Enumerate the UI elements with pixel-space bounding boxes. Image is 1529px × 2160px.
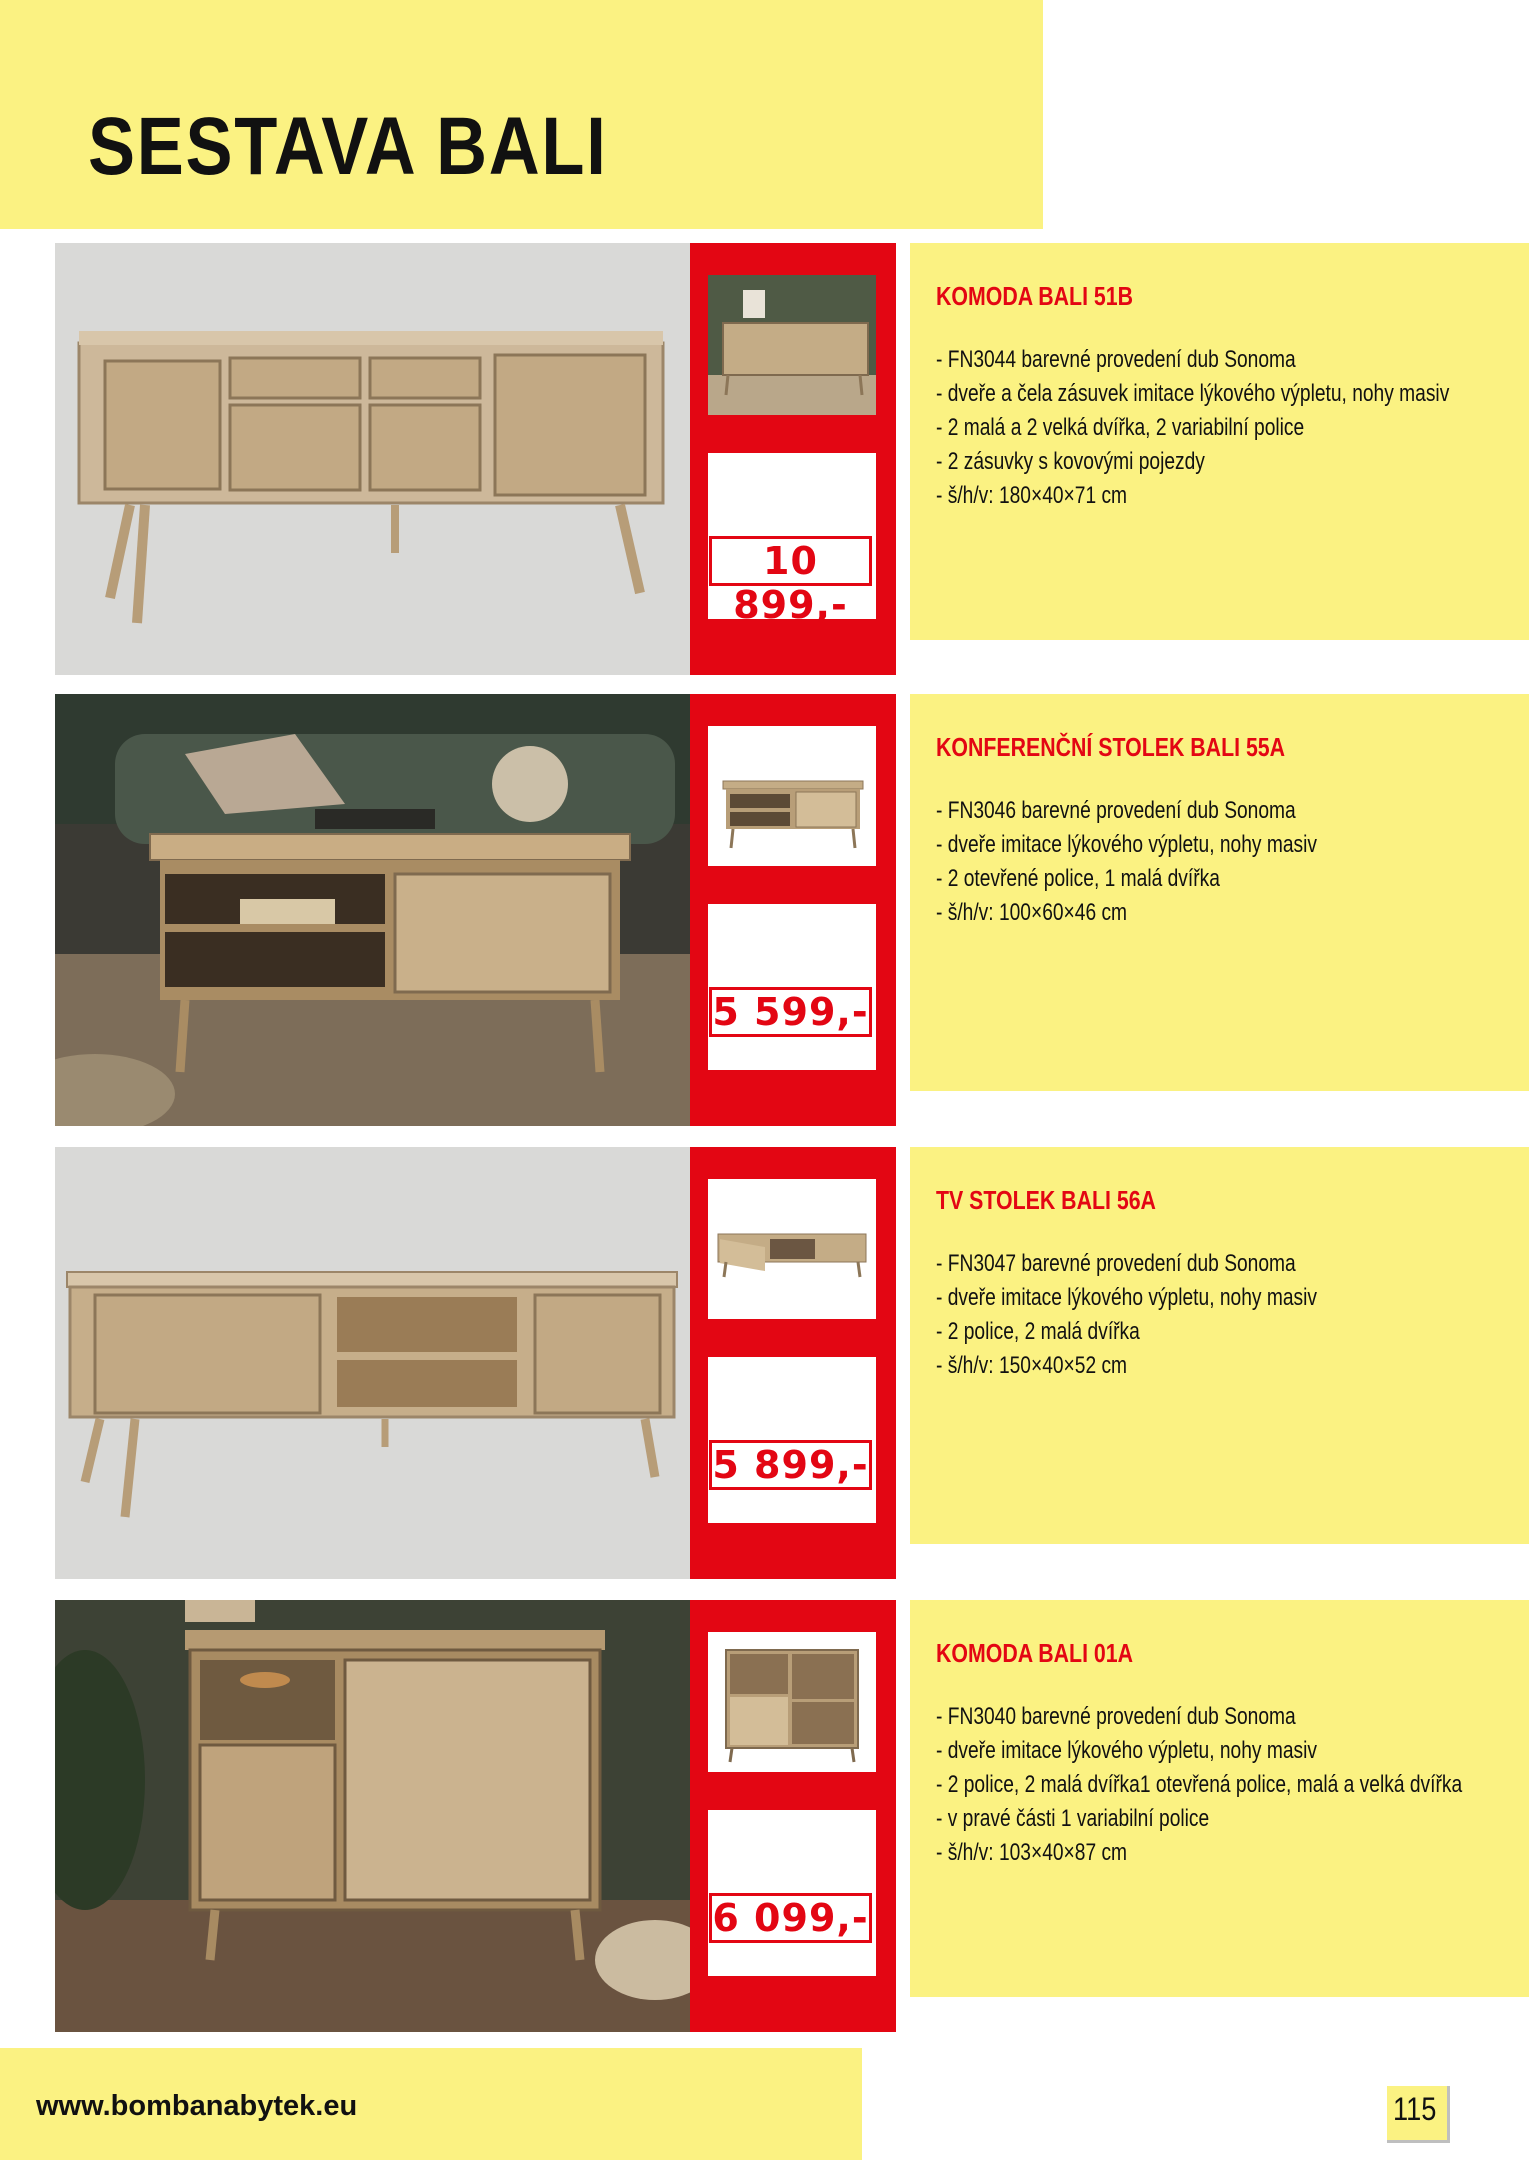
feature-item: - 2 zásuvky s kovovými pojezdy <box>936 448 1205 475</box>
product-info-panel <box>910 243 1529 640</box>
product-photo <box>55 1147 691 1579</box>
feature-item: - 2 otevřené police, 1 malá dvířka <box>936 865 1220 892</box>
feature-item: - FN3040 barevné provedení dub Sonoma <box>936 1703 1296 1730</box>
feature-item: - dveře imitace lýkového výpletu, nohy masiv <box>936 831 1317 858</box>
feature-list <box>936 1700 1529 1870</box>
feature-item: - 2 malá a 2 velká dvířka, 2 variabilní police <box>936 414 1305 441</box>
product-thumbnail <box>708 1179 876 1319</box>
feature-item: - š/h/v: 100×60×46 cm <box>936 899 1128 926</box>
product-thumbnail <box>708 275 876 415</box>
product-photo <box>55 243 691 675</box>
price-tag: 5 899,- <box>709 1440 872 1490</box>
product-info-panel <box>910 1147 1529 1544</box>
feature-item: - š/h/v: 150×40×52 cm <box>936 1352 1128 1379</box>
feature-item: - š/h/v: 103×40×87 cm <box>936 1839 1128 1866</box>
product-name: KOMODA BALI 51B <box>936 281 1134 311</box>
feature-item: - FN3044 barevné provedení dub Sonoma <box>936 346 1296 373</box>
footer-website-link[interactable]: www.bombanabytek.eu <box>36 2090 358 2122</box>
feature-item: - dveře imitace lýkového výpletu, nohy masiv <box>936 1737 1317 1764</box>
feature-item: - FN3047 barevné provedení dub Sonoma <box>936 1250 1296 1277</box>
feature-item: - 2 police, 2 malá dvířka <box>936 1318 1140 1345</box>
product-info-panel <box>910 1600 1529 1997</box>
feature-list <box>936 343 1529 513</box>
page-title: SESTAVA BALI <box>88 101 608 192</box>
product-info-panel <box>910 694 1529 1091</box>
price-tag: 5 599,- <box>709 987 872 1037</box>
product-photo <box>55 1600 691 2032</box>
page-number: 115 <box>1393 2091 1437 2127</box>
feature-item: - dveře imitace lýkového výpletu, nohy masiv <box>936 1284 1317 1311</box>
price-tag: 6 099,- <box>709 1893 872 1943</box>
product-thumbnail <box>708 1632 876 1772</box>
product-photo <box>55 694 691 1126</box>
feature-item: - v pravé části 1 variabilní police <box>936 1805 1210 1832</box>
feature-item: - FN3046 barevné provedení dub Sonoma <box>936 797 1296 824</box>
product-name: KONFERENČNÍ STOLEK BALI 55A <box>936 732 1286 762</box>
product-name: TV STOLEK BALI 56A <box>936 1185 1156 1215</box>
feature-item: - dveře a čela zásuvek imitace lýkového výpletu, nohy masiv <box>936 380 1450 407</box>
product-name: KOMODA BALI 01A <box>936 1638 1134 1668</box>
feature-list <box>936 1247 1412 1383</box>
price-tag: 10 899,- <box>709 536 872 586</box>
feature-list <box>936 794 1412 930</box>
feature-item: - š/h/v: 180×40×71 cm <box>936 482 1128 509</box>
feature-item: - 2 police, 2 malá dvířka1 otevřená police, malá a velká dvířka <box>936 1771 1463 1798</box>
product-thumbnail <box>708 726 876 866</box>
